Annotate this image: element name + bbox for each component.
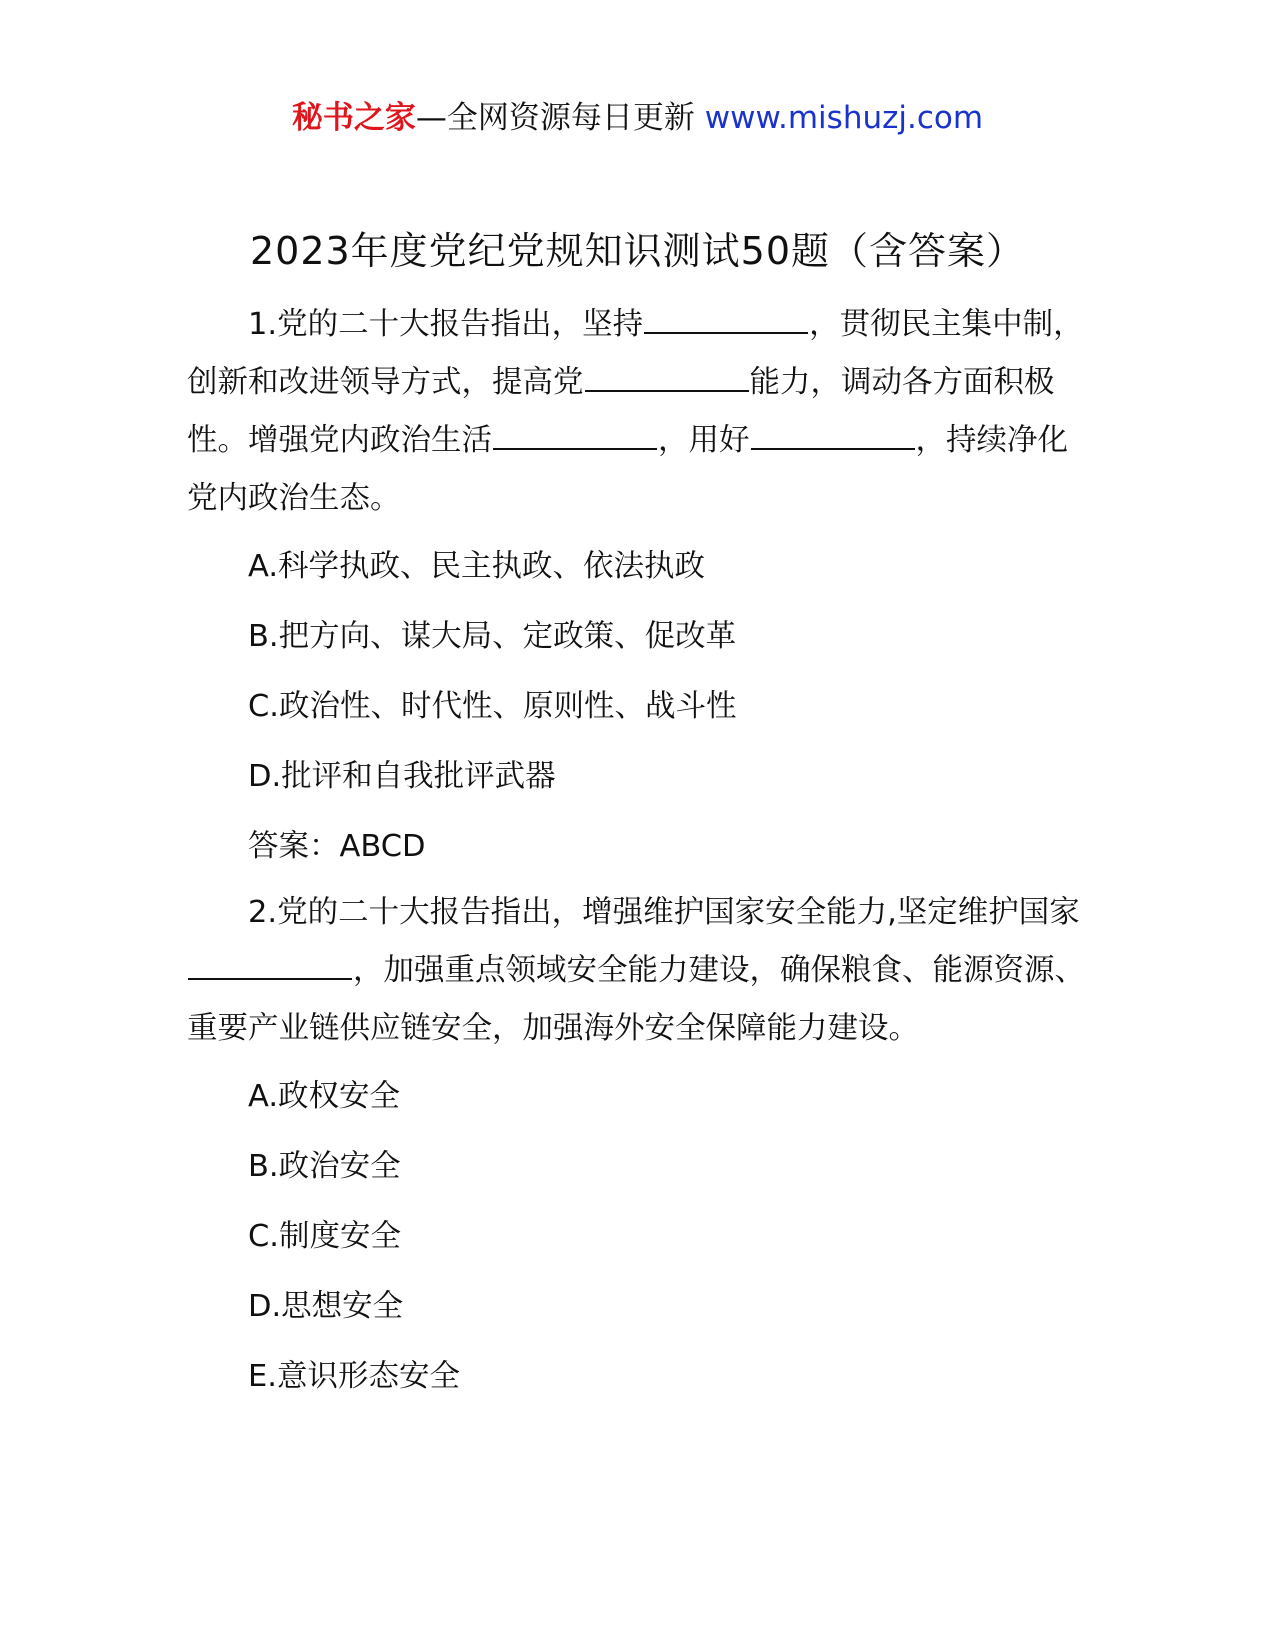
fill-blank: [751, 418, 915, 450]
fill-blank: [188, 948, 352, 980]
question-stem: [187, 884, 1087, 1058]
option-c: C.政治性、时代性、原则性、战斗性: [248, 689, 737, 724]
site-url-link[interactable]: www.mishuzj.com: [704, 100, 984, 136]
option-e: E.意识形态安全: [248, 1359, 460, 1394]
stem-text: ，用好: [658, 423, 750, 458]
option-c: C.制度安全: [248, 1219, 401, 1254]
stem-text: ，贯彻民主集中制，创新和改进领导方式，提高党: [187, 307, 1084, 400]
option-b: B.把方向、谋大局、定政策、促改革: [248, 619, 737, 654]
option-d: D.批评和自我批评武器: [248, 759, 556, 794]
answer-line: 答案：ABCD: [248, 829, 426, 864]
document-title: 2023年度党纪党规知识测试50题（含答案）: [249, 229, 1026, 273]
stem-text: 1.党的二十大报告指出，坚持: [248, 307, 644, 342]
document-body: [187, 296, 1087, 1412]
fill-blank: [644, 302, 808, 334]
question-stem: [187, 296, 1087, 528]
header-tagline: —全网资源每日更新: [415, 100, 705, 136]
fill-blank: [493, 418, 657, 450]
option-d: D.思想安全: [248, 1289, 404, 1324]
stem-text: ，持续净化党内政治生态。: [187, 423, 1068, 516]
option-b: B.政治安全: [248, 1149, 401, 1184]
question-2: [187, 884, 1087, 1412]
option-a: A.科学执政、民主执政、依法执政: [248, 549, 706, 584]
option-a: A.政权安全: [248, 1079, 401, 1114]
fill-blank: [585, 360, 749, 392]
stem-text: 2.党的二十大报告指出，增强维护国家安全能力,坚定维护国家: [248, 895, 1080, 930]
stem-text: 能力，调动各方面积极性。增强党内政治生活: [187, 365, 1055, 458]
site-header: [0, 98, 1275, 138]
question-1: [187, 296, 1087, 882]
stem-text: ，加强重点领域安全能力建设，确保粮食、能源资源、重要产业链供应链安全，加强海外安全保障能力建设。: [187, 953, 1085, 1046]
brand-name: 秘书之家: [291, 100, 416, 136]
